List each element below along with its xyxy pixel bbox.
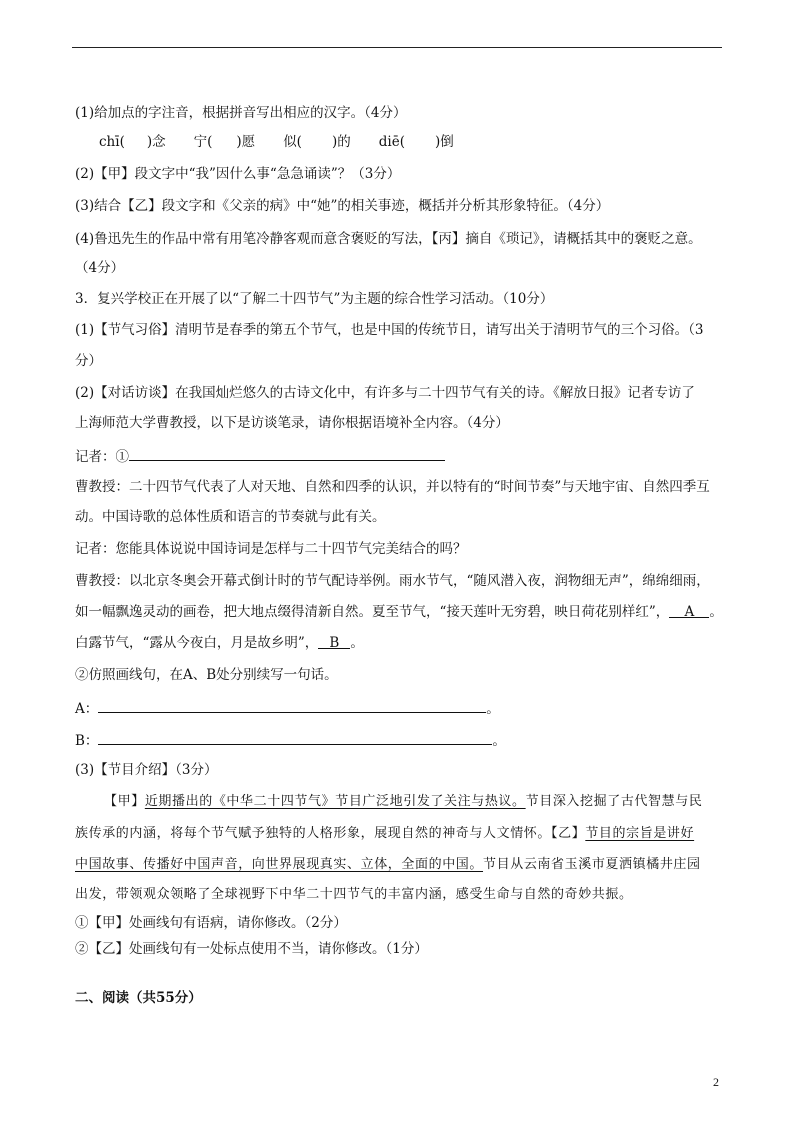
passage-text: 族传承的内涵，将每个节气赋予独特的人格形象，展现自然的神奇与人文情怀。【乙】 <box>75 826 586 841</box>
q3-part2-line2: 上海师范大学曹教授，以下是访谈笔录，请你根据语境补全内容。（4分） <box>75 415 509 431</box>
underlined-sentence-yi-cont: 中国故事、传播好中国声音，向世界展现真实、立体，全面的中国。 <box>75 857 484 872</box>
passage-text: 节目从云南省玉溪市夏洒镇橘井庄园 <box>483 857 701 872</box>
cao-answer2-line1: 曹教授：以北京冬奥会开幕式倒计时的节气配诗举例。雨水节气，“随风潜入夜，润物细无声”，绵绵细雨， <box>75 573 710 589</box>
section-heading-reading: 二、阅读（共55分） <box>75 990 202 1006</box>
answer-b-line <box>75 730 506 750</box>
cao-answer2-punct3: 。 <box>350 635 364 651</box>
char-ning: 宁( <box>193 134 213 150</box>
q3-part1-line2: 分） <box>75 353 102 369</box>
passage-line4: 出发，带领观众领略了全球视野下中华二十四节气的丰富内涵，感受生命与自然的奇妙共振。 <box>75 887 633 902</box>
q3-title: 3．复兴学校正在开展了以“了解二十四节气”为主题的综合性学习活动。（10分） <box>75 291 554 307</box>
q3-part3-title: (3)【节目介绍】（3分） <box>75 762 218 778</box>
blank-b[interactable] <box>318 634 350 649</box>
cao-answer1-line2: 动。中国诗歌的总体性质和语言的节奏就与此有关。 <box>75 509 386 525</box>
q3-instruction: ②仿照画线句，在A、B处分别续写一句话。 <box>75 667 338 683</box>
char-ning-word: )愿 <box>236 134 256 150</box>
reporter-line2: 记者：您能具体说说中国诗词是怎样与二十四节气完美结合的吗？ <box>75 541 467 557</box>
page-number: 2 <box>713 1075 719 1089</box>
passage-line3 <box>75 856 701 874</box>
header-rule <box>72 47 722 48</box>
q2-item3: (3)结合【乙】段文字和《父亲的病》中“她”的相关事迹，概括并分析其形象特征。（4分） <box>75 198 610 214</box>
cao-answer2-line3 <box>75 634 364 652</box>
q3-sub1: ①【甲】处画线句有语病，请你修改。（2分） <box>75 915 347 931</box>
pinyin-die-word: )倒 <box>434 134 454 150</box>
passage-marker-jia: 【甲】 <box>104 794 145 809</box>
q3-sub2: ②【乙】处画线句有一处标点使用不当，请你修改。（1分） <box>75 941 428 957</box>
cao-answer2-line2 <box>75 603 723 621</box>
passage-text: 节目深入挖掘了古代智慧与民 <box>525 794 703 809</box>
passage-line2 <box>75 825 694 843</box>
answer-a-blank[interactable] <box>98 698 486 713</box>
answer-a-end: 。 <box>486 701 500 717</box>
char-si-word: )的 <box>331 134 351 150</box>
cao-answer2-text3: 白露节气，“露从今夜白，月是故乡明”， <box>75 635 319 651</box>
q3-part2-line1: (2)【对话访谈】在我国灿烂悠久的古诗文化中，有许多与二十四节气有关的诗。《解放日报》记者专访了 <box>75 385 695 401</box>
cao-answer2-punct: 。 <box>709 604 723 620</box>
passage-line1 <box>104 793 702 811</box>
reporter-line1 <box>75 446 445 466</box>
cao-answer2-text: 如一幅飘逸灵动的画卷，把大地点缀得清新自然。夏至节气，“接天莲叶无穷碧，映日荷花别样红”， <box>75 604 670 620</box>
q2-item4-line2: （4分） <box>75 260 125 276</box>
q2-item1: (1)给加点的字注音，根据拼音写出相应的汉字。（4分） <box>75 105 407 121</box>
pinyin-chi: chī( <box>99 134 125 150</box>
underlined-sentence-yi: 节目的宗旨是讲好 <box>585 826 695 841</box>
underlined-sentence-jia: 近期播出的《中华二十四节气》节目广泛地引发了关注与热议。 <box>144 794 526 809</box>
answer-b-end: 。 <box>492 733 506 749</box>
pinyin-line <box>99 133 454 151</box>
pinyin-chi-word: )念 <box>146 134 166 150</box>
cao-answer1-line1: 曹教授：二十四节气代表了人对天地、自然和四季的认识，并以特有的“时间节奏”与天地宇宙、自然四季互 <box>75 479 710 495</box>
blank-a[interactable] <box>669 603 709 618</box>
pinyin-die: diē( <box>378 134 405 150</box>
q2-item2: (2)【甲】段文字中“我”因什么事“急急诵读”？（3分） <box>75 166 401 182</box>
q2-item4-line1: (4)鲁迅先生的作品中常有用笔冷静客观而意含褒贬的写法，【丙】摘自《琐记》，请概括其中的褒贬之意。 <box>75 231 702 247</box>
blank-a-label: A <box>684 604 695 620</box>
char-si: 似( <box>283 134 302 150</box>
answer-b-label: B： <box>75 733 99 749</box>
q3-part1-line1: (1)【节气习俗】清明节是春季的第五个节气，也是中国的传统节日，请写出关于清明节气的三个习俗。（3 <box>75 322 704 338</box>
answer-a-label: A： <box>75 701 99 717</box>
answer-a-line <box>75 698 500 718</box>
reporter-question-label: 记者：① <box>75 449 129 465</box>
answer-blank-1[interactable] <box>129 446 445 461</box>
blank-b-label: B <box>329 635 340 651</box>
answer-b-blank[interactable] <box>98 730 492 745</box>
